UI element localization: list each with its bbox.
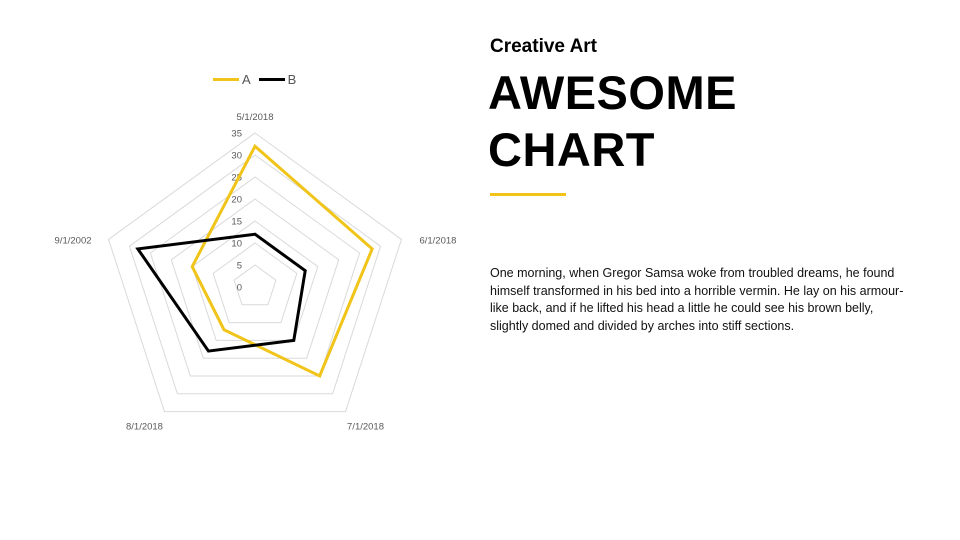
radial-tick-label: 30: [231, 150, 242, 162]
radial-tick-label: 0: [236, 282, 242, 294]
title-line-2: CHART: [488, 123, 655, 176]
legend-item-b: [259, 72, 297, 87]
category-label: 6/1/2018: [419, 235, 457, 247]
legend-swatch-b: [259, 78, 285, 81]
radial-tick-label: 10: [231, 238, 242, 250]
category-label: 7/1/2018: [347, 421, 385, 433]
accent-divider: [490, 193, 566, 196]
radial-tick-label: 20: [231, 194, 242, 206]
body-paragraph: One morning, when Gregor Samsa woke from troubled dreams, he found himself transformed in his bed into a horrible vermin. He lay on his armour-like back, and if he lifted his head a little he could see his brown belly, slightly domed and divided by arches into stiff sections.: [490, 266, 904, 333]
slide-title: [488, 64, 788, 178]
legend-label-a: A: [242, 72, 251, 87]
category-label: 5/1/2018: [236, 112, 274, 123]
slide-subtitle: Creative Art: [490, 36, 598, 57]
category-label: 9/1/2002: [54, 235, 92, 247]
legend-swatch-a: [213, 78, 239, 81]
radial-tick-label: 25: [231, 172, 242, 184]
radial-tick-label: 35: [231, 128, 242, 140]
title-line-1: AWESOME: [488, 66, 737, 119]
category-label: 8/1/2018: [125, 421, 163, 433]
legend-item-a: [213, 72, 251, 87]
radial-tick-label: 15: [231, 216, 242, 228]
radial-tick-label: 5: [236, 260, 242, 272]
chart-legend: [213, 72, 296, 87]
legend-label-b: B: [287, 72, 297, 87]
